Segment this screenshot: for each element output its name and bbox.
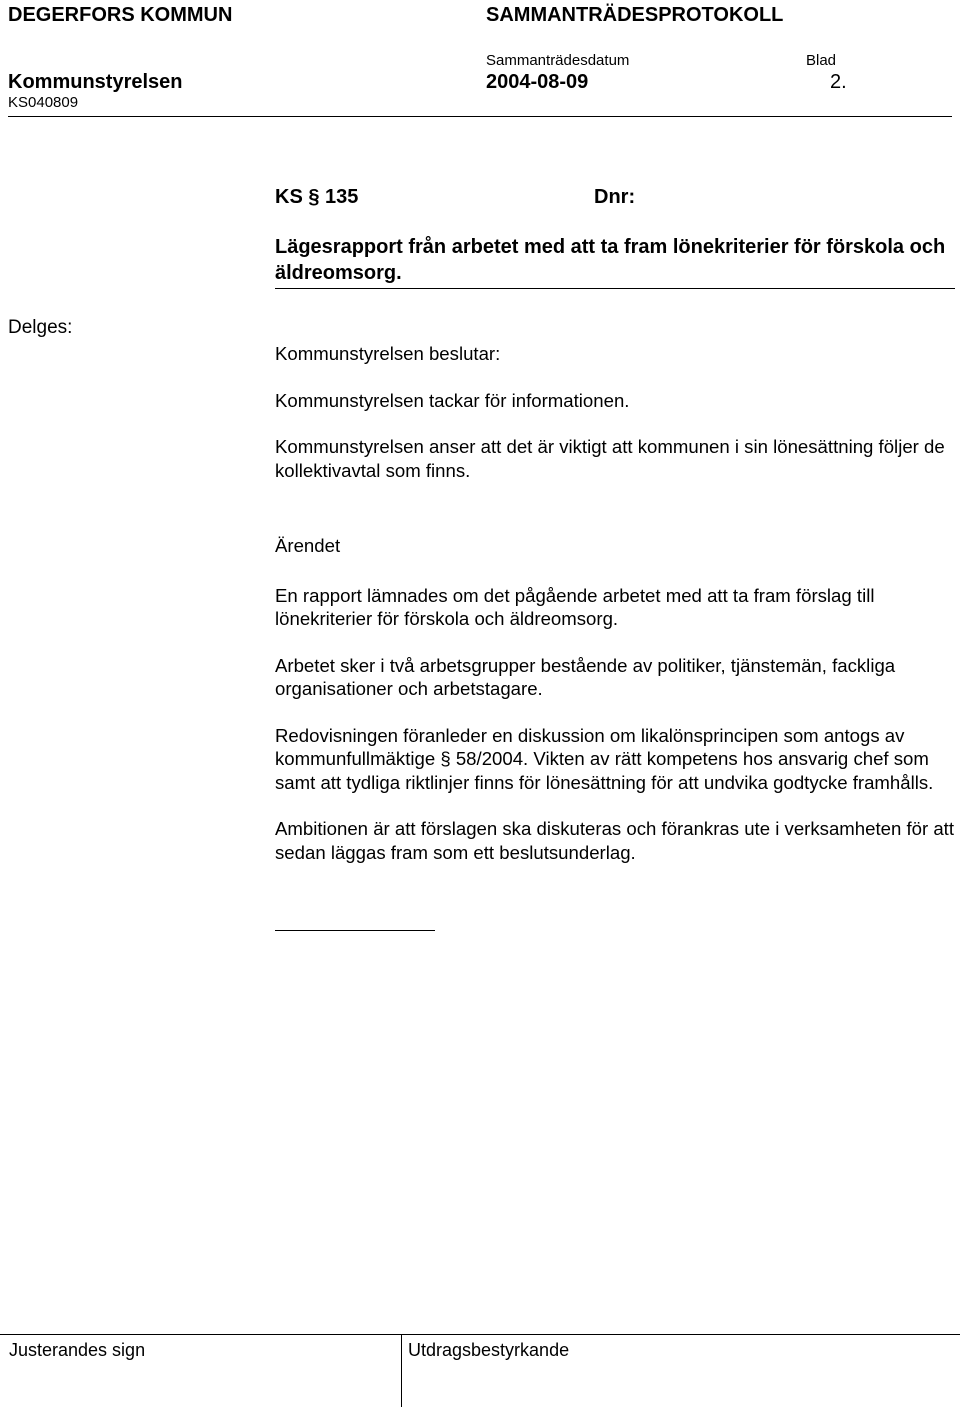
matter-heading: Ärendet	[275, 535, 341, 556]
header-divider	[8, 116, 952, 117]
certification-label: Utdragsbestyrkande	[408, 1340, 570, 1360]
matter-paragraph: Arbetet sker i två arbetsgrupper bestående av politiker, tjänstemän, fackliga organisationer och arbetstagare.	[275, 654, 896, 699]
signature-footer	[0, 1334, 960, 1407]
decision-paragraph: Kommunstyrelsen anser att det är viktigt att kommunen i sin lönesättning följer de kollektivavtal som finns.	[275, 436, 945, 481]
organization-name: DEGERFORS KOMMUN	[8, 4, 233, 26]
matter-paragraph: En rapport lämnades om det pågående arbetet med att ta fram förslag till lönekriterier för förskola och äldreomsorg.	[275, 584, 875, 629]
decision-paragraph: Kommunstyrelsen tackar för informationen.	[275, 389, 630, 411]
governing-body: Kommunstyrelsen	[8, 71, 183, 93]
end-of-section-rule	[275, 930, 435, 931]
matter-paragraph: Ambitionen är att förslagen ska diskuteras och förankras ute i verksamheten för att sedan läggas fram som ett beslutsunderlag.	[275, 818, 955, 863]
document-type: SAMMANTRÄDESPROTOKOLL	[486, 4, 784, 26]
delges-label: Delges:	[8, 317, 73, 338]
case-number: KS § 135	[275, 186, 359, 208]
case-title: Lägesrapport från arbetet med att ta fram lönekriterier för förskola och äldreomsorg.	[275, 236, 946, 284]
matter-paragraph: Redovisningen föranleder en diskussion om likalönsprincipen som antogs av kommunfullmäktige § 58/2004. Vikten av rätt kompetens hos ansvarig chef som samt att tydliga riktlinjer finns för lönesättning för att undvika godtycke framhålls.	[275, 724, 934, 793]
dnr-label: Dnr:	[594, 186, 636, 208]
meeting-date-label: Sammanträdesdatum	[486, 52, 630, 69]
page-label: Blad	[806, 52, 837, 69]
title-divider	[275, 288, 955, 289]
meeting-date: 2004-08-09	[486, 71, 589, 93]
decision-heading: Kommunstyrelsen beslutar:	[275, 343, 501, 364]
page-number: 2.	[830, 71, 847, 93]
footer-divider	[401, 1335, 402, 1407]
protocol-content	[275, 342, 955, 864]
signature-label: Justerandes sign	[9, 1340, 146, 1360]
reference-code: KS040809	[8, 94, 79, 111]
